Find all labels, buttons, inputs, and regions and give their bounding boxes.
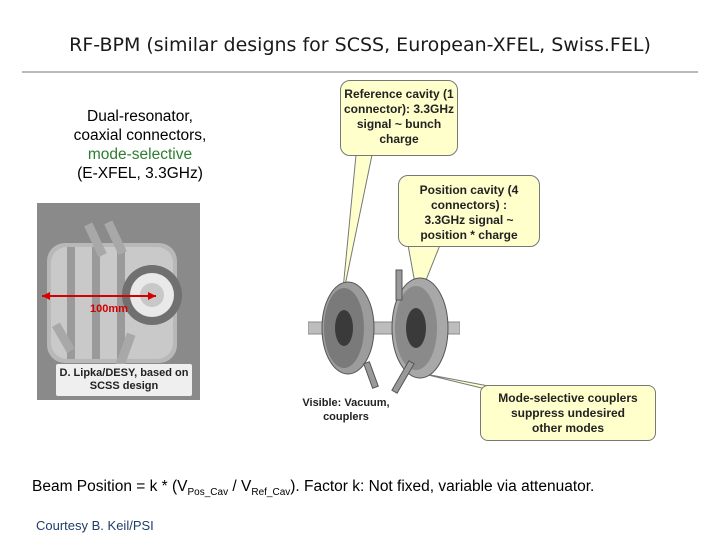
beam-position-equation — [32, 478, 594, 498]
courtesy-note: Courtesy B. Keil/PSI — [36, 518, 154, 533]
desc-line-3: mode-selective — [87, 146, 193, 163]
couplers-text: Mode-selective couplers suppress undesired other modes — [498, 391, 638, 435]
equation-sub-1: Pos_Cav — [187, 487, 229, 499]
desc-line-1: Dual-resonator, — [87, 108, 193, 125]
desc-line-4: (E-XFEL, 3.3GHz) — [77, 165, 203, 182]
equation-part-2: / V — [228, 478, 252, 495]
photo-credit: D. Lipka/DESY, based on SCSS design — [56, 364, 192, 396]
equation-part-1: Beam Position = k * (V — [32, 478, 188, 495]
position-cavity-callout — [398, 175, 540, 247]
measure-label: 100mm — [90, 303, 128, 315]
reference-cavity-text: Reference cavity (1 connector): 3.3GHz signal ~ bunch charge — [343, 87, 454, 146]
reference-cavity-callout — [340, 80, 458, 156]
desc-line-2: coaxial connectors, — [73, 127, 207, 144]
position-cavity-text: Position cavity (4 connectors) : 3.3GHz signal ~ position * charge — [419, 183, 519, 242]
measure-arrow-left — [42, 292, 50, 300]
slide-title: RF-BPM (similar designs for SCSS, European-XFEL, Swiss.FEL) — [69, 34, 651, 56]
measure-arrow-right — [148, 292, 156, 300]
visible-note: Visible: Vacuum, couplers — [302, 397, 390, 423]
equation-sub-2: Ref_Cav — [251, 487, 291, 499]
cavity-illustration — [308, 260, 460, 398]
equation-part-3: ). Factor k: Not fixed, variable via attenuator. — [290, 478, 595, 495]
couplers-callout — [480, 385, 656, 441]
